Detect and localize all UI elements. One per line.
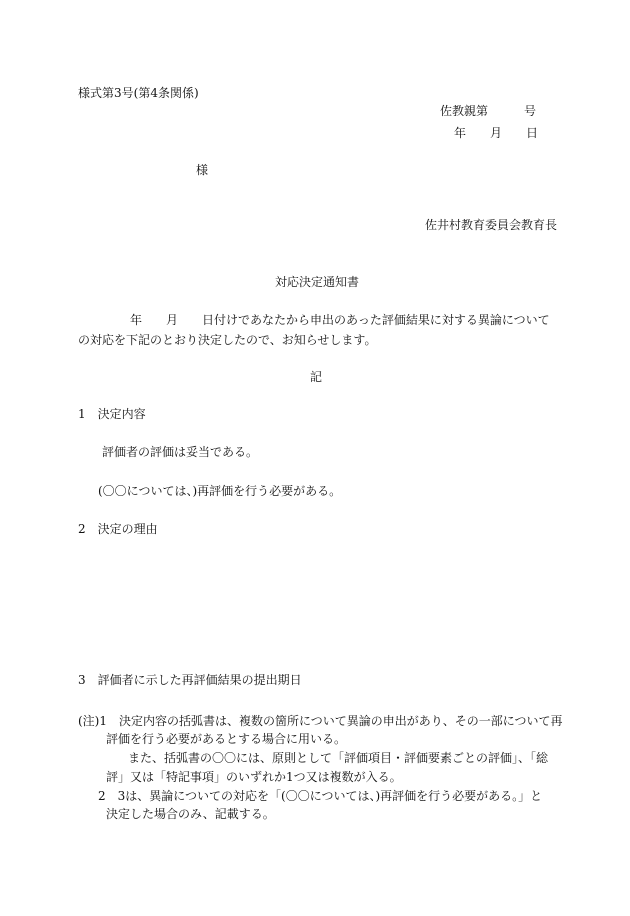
section-2-heading: 2 決定の理由 [78,522,158,536]
note-1-line-1: (注)1 決定内容の括弧書は、複数の箇所について異論の申出があり、その一部について再 [78,714,563,728]
decision-option-valid: 評価者の評価は妥当である。 [102,445,259,459]
note-1-line-3: また、括弧書の〇〇には、原則として「評価項目・評価要素ごとの評価」、「総 [128,751,549,765]
note-2-line-2: 決定した場合のみ、記載する。 [106,807,275,821]
section-1-heading: 1 決定内容 [78,407,146,421]
form-label: 様式第3号(第4条関係) [78,86,199,100]
ki-heading: 記 [310,370,323,384]
date-line: 年 月 日 [454,126,539,140]
document-number: 佐教親第 号 [440,104,537,118]
body-line-1: 年 月 日付けであなたから申出のあった評価結果に対する異論について [130,313,550,327]
section-3-heading: 3 評価者に示した再評価結果の提出期日 [78,673,302,687]
addressee-suffix: 様 [196,163,209,177]
note-1-line-2: 評価を行う必要があるとする場合に用いる。 [106,732,347,746]
document-title: 対応決定通知書 [275,275,360,289]
body-line-2: の対応を下記のとおり決定したので、お知らせします。 [78,333,377,347]
decision-option-reevaluate: (〇〇については、)再評価を行う必要がある。 [98,484,342,498]
note-2-line-1: 2 3は、異論についての対応を「(〇〇については、)再評価を行う必要がある。」と [98,789,543,803]
issuer-name: 佐井村教育委員会教育長 [425,218,558,232]
note-1-line-4: 評」又は「特記事項」のいずれか1つ又は複数が入る。 [106,770,402,784]
